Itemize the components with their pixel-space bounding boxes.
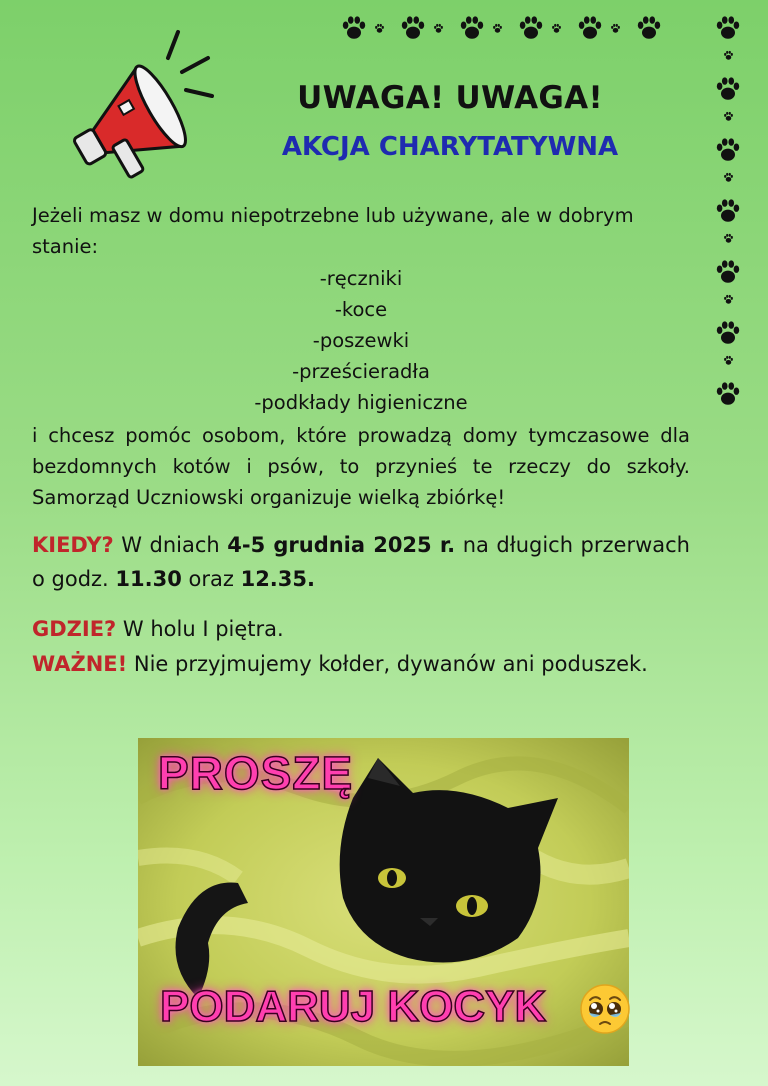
when-text-2: na długich przerwach o godz. <box>32 533 690 591</box>
paw-icon <box>723 50 734 61</box>
paw-icon <box>340 14 368 42</box>
paw-icon <box>714 136 742 164</box>
paw-icon <box>492 23 503 34</box>
paw-icon <box>374 23 385 34</box>
paw-icon <box>576 14 604 42</box>
paw-icon <box>399 14 427 42</box>
paw-icon <box>635 14 663 42</box>
paw-icon <box>723 111 734 122</box>
paw-icon <box>458 14 486 42</box>
paw-icon <box>723 294 734 305</box>
pleading-face-emoji <box>578 982 632 1036</box>
page-title: UWAGA! UWAGA! <box>297 80 603 116</box>
paw-icon <box>551 23 562 34</box>
megaphone-icon <box>50 28 220 188</box>
when-text-3: oraz <box>181 567 241 591</box>
list-item: -poszewki <box>312 329 410 352</box>
list-item: -prześcieradła <box>292 360 430 383</box>
paw-icon <box>610 23 621 34</box>
list-item: -ręczniki <box>319 267 403 290</box>
paw-icon <box>723 172 734 183</box>
paw-border-top <box>340 14 669 42</box>
paw-icon <box>714 380 742 408</box>
important-text: Nie przyjmujemy kołder, dywanów ani poduszek. <box>127 652 648 676</box>
list-item: -podkłady higieniczne <box>254 391 468 414</box>
paw-icon <box>714 75 742 103</box>
where-text: W holu I piętra. <box>116 617 284 641</box>
list-item: -koce <box>334 298 388 321</box>
page-subtitle: AKCJA CHARYTATYWNA <box>281 132 619 162</box>
paw-border-right <box>714 14 742 416</box>
paw-icon <box>714 258 742 286</box>
important-section <box>32 647 690 681</box>
donation-list <box>32 263 690 418</box>
where-section <box>32 612 690 646</box>
when-label: KIEDY? <box>32 533 114 557</box>
paw-icon <box>714 14 742 42</box>
when-section <box>32 528 690 596</box>
when-text-1: W dniach <box>113 533 228 557</box>
paw-icon <box>714 197 742 225</box>
where-label: GDZIE? <box>32 617 117 641</box>
photo-caption-top: PROSZĘ <box>158 747 354 799</box>
paw-icon <box>517 14 545 42</box>
when-time-1: 11.30 <box>115 567 182 591</box>
when-time-2: 12.35. <box>240 567 315 591</box>
paw-icon <box>433 23 444 34</box>
paw-icon <box>723 233 734 244</box>
outro-text: i chcesz pomóc osobom, które prowadzą domy tymczasowe dla bezdomnych kotów i psów, to przynieś te rzeczy do szkoły. Samorząd Uczniowski organizuje wielką zbiórkę! <box>32 424 690 509</box>
paw-icon <box>723 355 734 366</box>
intro-text: Jeżeli masz w domu niepotrzebne lub używane, ale w dobrym stanie: <box>32 204 634 258</box>
important-label: WAŻNE! <box>32 652 128 676</box>
when-dates: 4-5 grudnia 2025 r. <box>227 533 456 557</box>
photo-caption-bottom: PODARUJ KOCYK <box>160 982 547 1031</box>
paw-icon <box>714 319 742 347</box>
